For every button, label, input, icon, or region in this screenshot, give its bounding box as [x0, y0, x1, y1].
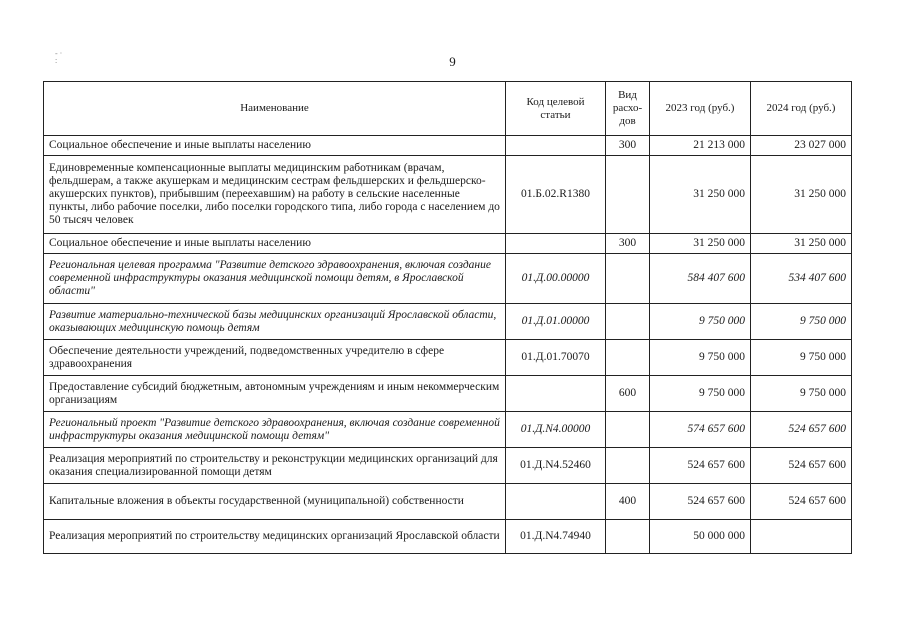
- cell-expense-type: 400: [606, 484, 650, 520]
- cell-code: 01.Д.N4.52460: [506, 448, 606, 484]
- cell-code: 01.Д.00.00000: [506, 254, 606, 304]
- budget-table: [43, 81, 852, 554]
- cell-name: Социальное обеспечение и иные выплаты населению: [44, 136, 506, 156]
- cell-name: Развитие материально-технической базы медицинских организаций Ярославской области, оказывающих медицинскую помощь детям: [44, 304, 506, 340]
- cell-name: Единовременные компенсационные выплаты медицинским работникам (врачам, фельдшерам, а также акушеркам и медицинским сестрам фельдшерских и фельдшерско-акушерских пунктов), прибывшим (переехавшим) на работу в сельские населенные пункты, либо рабочие поселки, либо поселки городского типа, либо города с населением до 50 тысяч человек: [44, 156, 506, 234]
- header-name: Наименование: [44, 82, 506, 136]
- table-row: [44, 412, 852, 448]
- cell-expense-type: [606, 340, 650, 376]
- table-row: [44, 254, 852, 304]
- header-code: Код целевой статьи: [506, 82, 606, 136]
- cell-expense-type: [606, 156, 650, 234]
- cell-code: [506, 376, 606, 412]
- header-type: Вид расхо-дов: [606, 82, 650, 136]
- table-row: [44, 156, 852, 234]
- table-row: [44, 376, 852, 412]
- cell-amount-2024: 524 657 600: [751, 484, 852, 520]
- table-row: [44, 520, 852, 554]
- cell-code: 01.Д.N4.00000: [506, 412, 606, 448]
- cell-amount-2024: 9 750 000: [751, 304, 852, 340]
- margin-mark: - · :: [55, 49, 63, 65]
- cell-amount-2024: 31 250 000: [751, 156, 852, 234]
- cell-amount-2023: 574 657 600: [650, 412, 751, 448]
- cell-amount-2024: 534 407 600: [751, 254, 852, 304]
- cell-amount-2023: 50 000 000: [650, 520, 751, 554]
- table-row: [44, 136, 852, 156]
- page-number: 9: [449, 54, 456, 69]
- cell-amount-2024: 31 250 000: [751, 234, 852, 254]
- cell-code: [506, 484, 606, 520]
- header-2024: 2024 год (руб.): [751, 82, 852, 136]
- cell-name: Капитальные вложения в объекты государственной (муниципальной) собственности: [44, 484, 506, 520]
- table-row: [44, 340, 852, 376]
- cell-amount-2023: 31 250 000: [650, 156, 751, 234]
- table-header-row: [44, 82, 852, 136]
- cell-code: [506, 234, 606, 254]
- cell-expense-type: 300: [606, 136, 650, 156]
- cell-amount-2023: 524 657 600: [650, 484, 751, 520]
- cell-name: Региональная целевая программа "Развитие детского здравоохранения, включая создание современной инфраструктуры оказания медицинской помощи детям, в Ярославской области": [44, 254, 506, 304]
- cell-expense-type: [606, 448, 650, 484]
- cell-amount-2023: 31 250 000: [650, 234, 751, 254]
- cell-amount-2024: [751, 520, 852, 554]
- cell-name: Реализация мероприятий по строительству медицинских организаций Ярославской области: [44, 520, 506, 554]
- cell-amount-2024: 524 657 600: [751, 448, 852, 484]
- cell-amount-2023: 9 750 000: [650, 304, 751, 340]
- cell-amount-2023: 9 750 000: [650, 340, 751, 376]
- cell-amount-2024: 9 750 000: [751, 376, 852, 412]
- table-row: [44, 234, 852, 254]
- cell-code: 01.Д.N4.74940: [506, 520, 606, 554]
- cell-name: Социальное обеспечение и иные выплаты населению: [44, 234, 506, 254]
- cell-expense-type: 300: [606, 234, 650, 254]
- cell-name: Реализация мероприятий по строительству и реконструкции медицинских организаций для оказания специализированной помощи детям: [44, 448, 506, 484]
- cell-name: Предоставление субсидий бюджетным, автономным учреждениям и иным некоммерческим организациям: [44, 376, 506, 412]
- cell-expense-type: [606, 304, 650, 340]
- table-body: [44, 136, 852, 554]
- cell-name: Региональный проект "Развитие детского здравоохранения, включая создание современной инфраструктуры оказания медицинской помощи детям": [44, 412, 506, 448]
- cell-amount-2023: 584 407 600: [650, 254, 751, 304]
- cell-code: 01.Б.02.R1380: [506, 156, 606, 234]
- cell-amount-2024: 9 750 000: [751, 340, 852, 376]
- table-row: [44, 484, 852, 520]
- table-row: [44, 448, 852, 484]
- cell-expense-type: [606, 254, 650, 304]
- cell-expense-type: [606, 520, 650, 554]
- cell-amount-2023: 9 750 000: [650, 376, 751, 412]
- cell-code: [506, 136, 606, 156]
- cell-name: Обеспечение деятельности учреждений, подведомственных учредителю в сфере здравоохранения: [44, 340, 506, 376]
- cell-amount-2023: 524 657 600: [650, 448, 751, 484]
- cell-expense-type: [606, 412, 650, 448]
- header-2023: 2023 год (руб.): [650, 82, 751, 136]
- cell-code: 01.Д.01.70070: [506, 340, 606, 376]
- cell-amount-2024: 524 657 600: [751, 412, 852, 448]
- cell-expense-type: 600: [606, 376, 650, 412]
- cell-amount-2024: 23 027 000: [751, 136, 852, 156]
- cell-code: 01.Д.01.00000: [506, 304, 606, 340]
- table-row: [44, 304, 852, 340]
- cell-amount-2023: 21 213 000: [650, 136, 751, 156]
